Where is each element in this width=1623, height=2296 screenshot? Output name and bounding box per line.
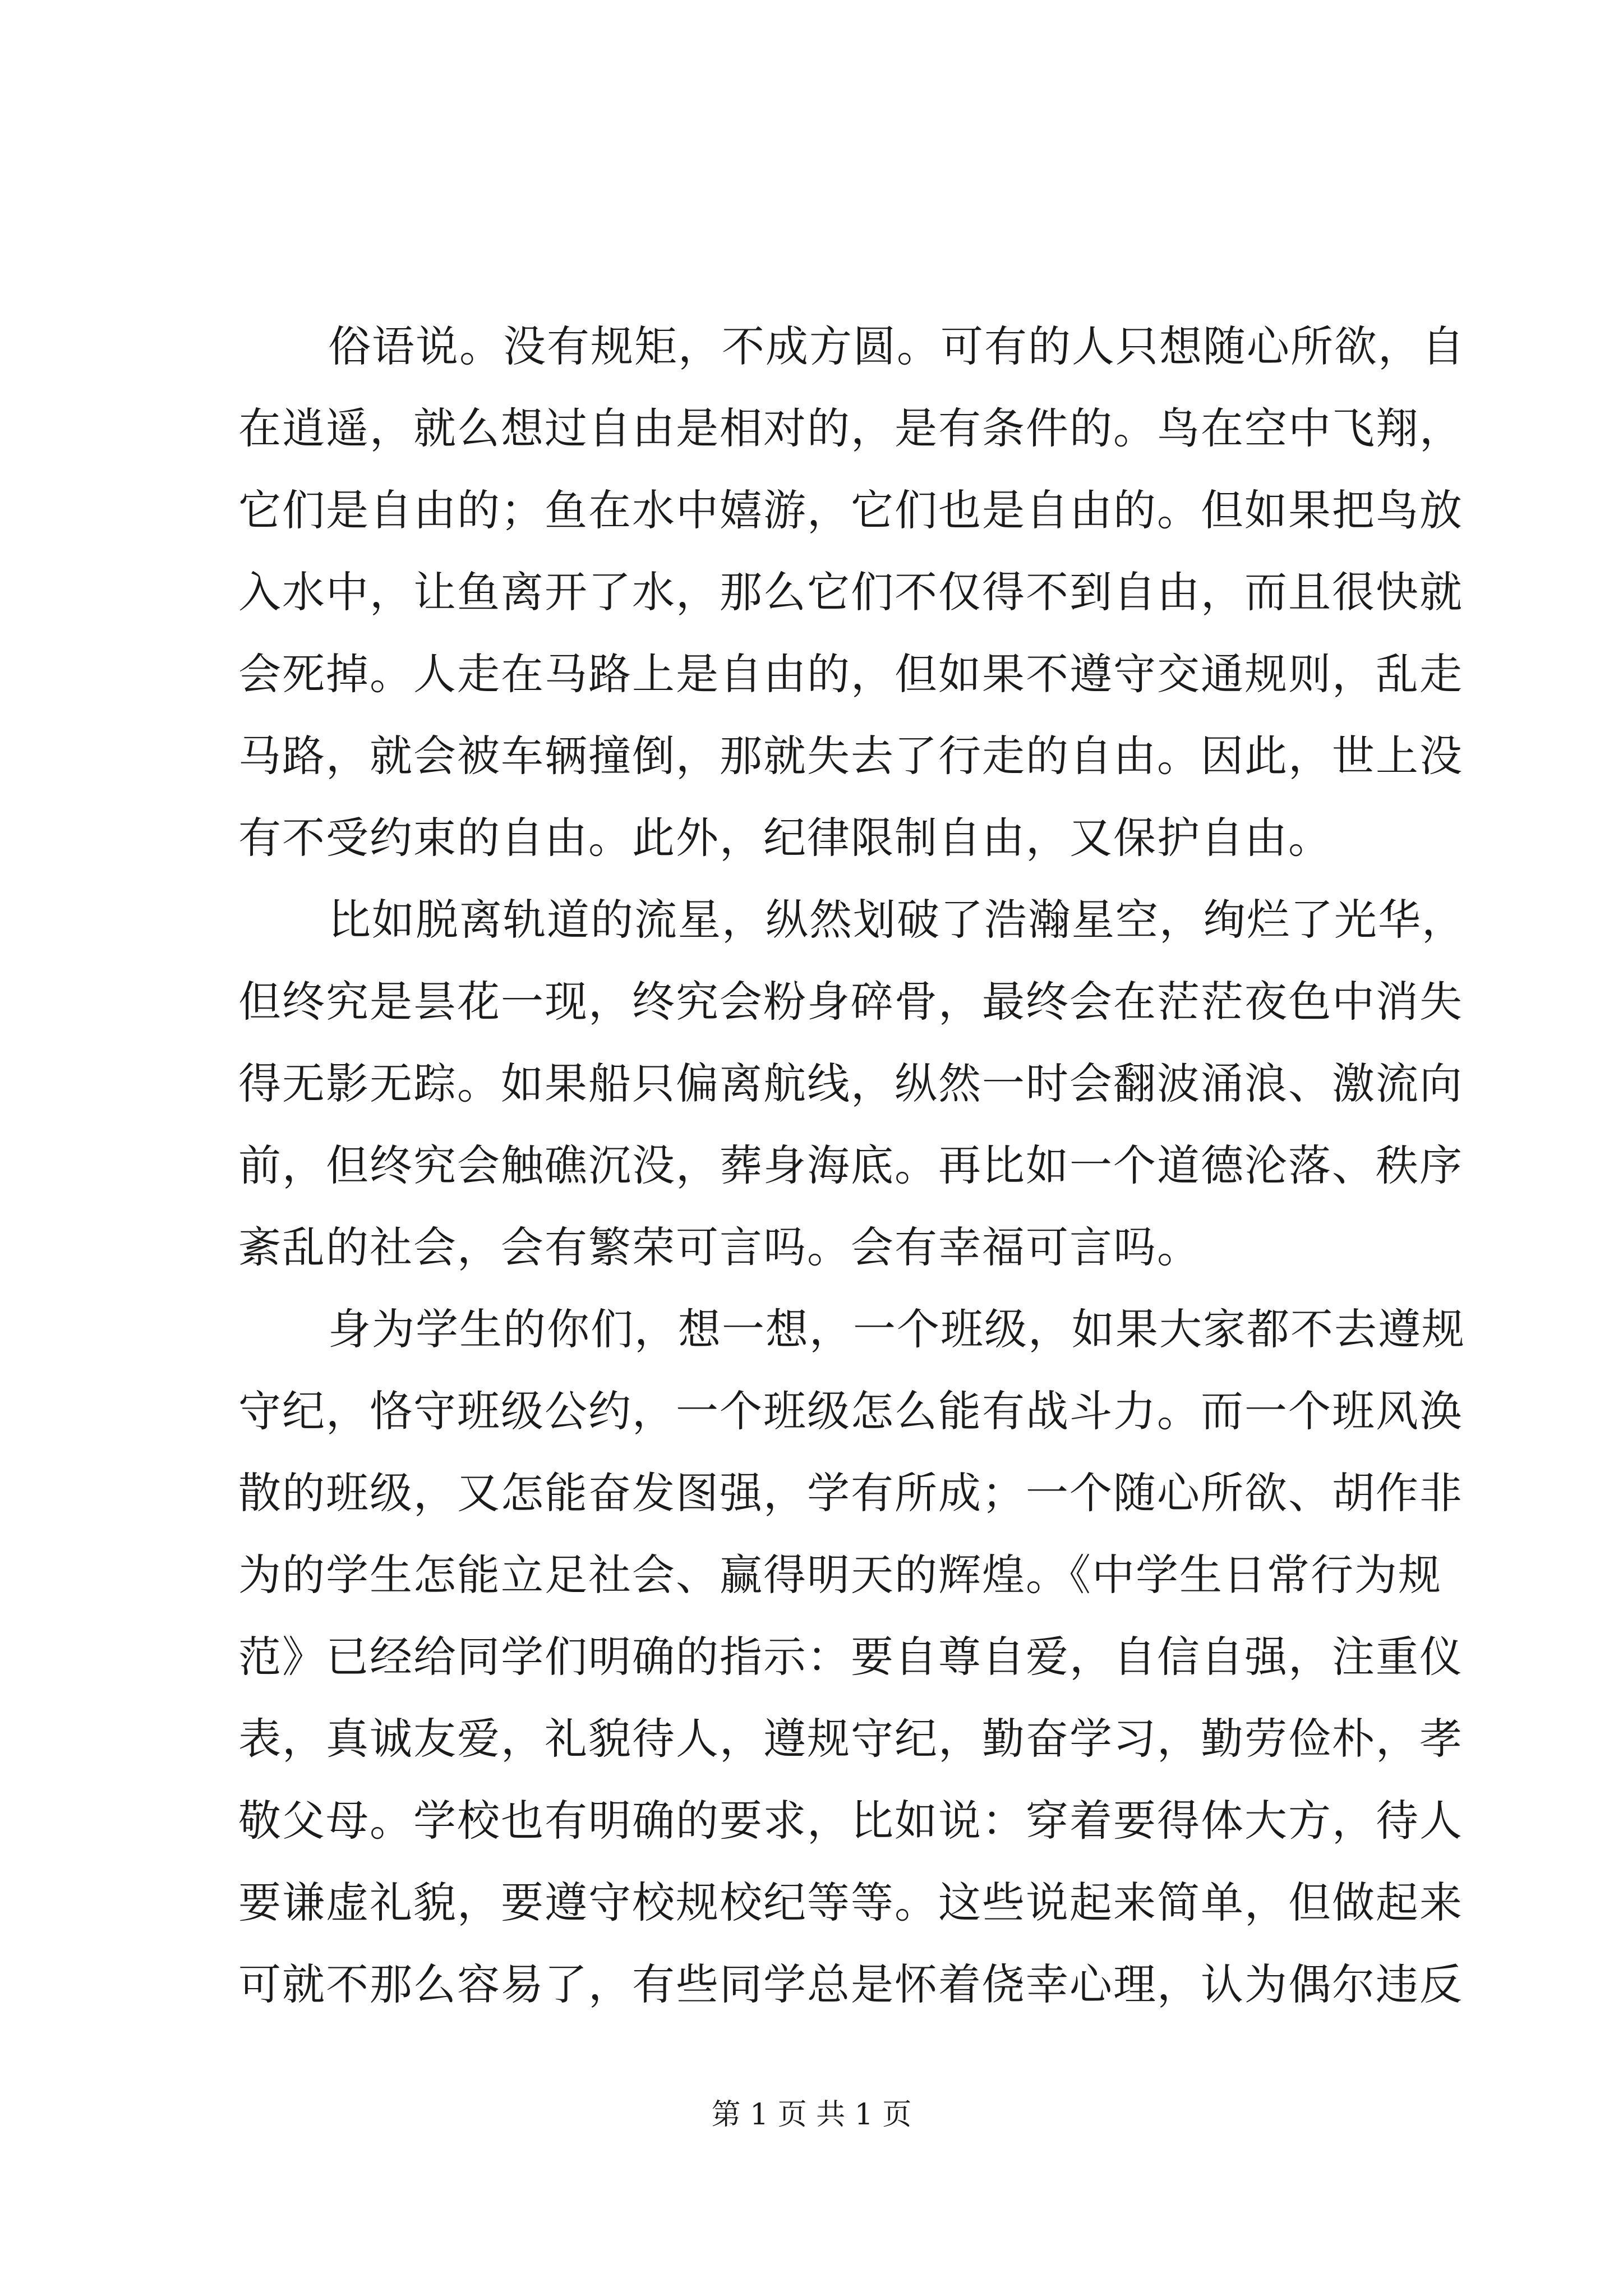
text-line: 马路，就会被车辆撞倒，那就失去了行走的自由。因此，世上没 [238, 731, 1463, 781]
text-line: 身为学生的你们，想一想，一个班级，如果大家都不去遵规 [328, 1304, 1465, 1354]
paragraph-3 [238, 1289, 1465, 2026]
text-line: 俗语说。没有规矩，不成方圆。可有的人只想随心所欲，自 [328, 321, 1465, 371]
text-line: 得无影无踪。如果船只偏离航线，纵然一时会翻波涌浪、激流向 [238, 1059, 1463, 1108]
text-line: 守纪，恪守班级公约，一个班级怎么能有战斗力。而一个班风涣 [238, 1386, 1463, 1436]
text-line: 入水中，让鱼离开了水，那么它们不仅得不到自由，而且很快就 [238, 567, 1463, 617]
text-line: 散的班级，又怎能奋发图强，学有所成；一个随心所欲、胡作非 [238, 1468, 1463, 1518]
text-line: 有不受约束的自由。此外，纪律限制自由，又保护自由。 [238, 813, 1332, 863]
text-line: 紊乱的社会，会有繁荣可言吗。会有幸福可言吗。 [238, 1222, 1201, 1272]
text-line: 表，真诚友爱，礼貌待人，遵规守纪，勤奋学习，勤劳俭朴，孝 [238, 1714, 1463, 1764]
text-line: 在逍遥，就么想过自由是相对的，是有条件的。鸟在空中飞翔， [238, 403, 1463, 453]
text-line: 但终究是昙花一现，终究会粉身碎骨，最终会在茫茫夜色中消失 [238, 977, 1463, 1027]
text-line: 要谦虚礼貌，要遵守校规校纪等等。这些说起来简单，但做起来 [238, 1878, 1463, 1927]
text-line: 范》已经给同学们明确的指示：要自尊自爱，自信自强，注重仪 [238, 1632, 1463, 1682]
text-line: 它们是自由的；鱼在水中嬉游，它们也是自由的。但如果把鸟放 [238, 485, 1463, 535]
text-line: 可就不那么容易了，有些同学总是怀着侥幸心理，认为偶尔违反 [238, 1959, 1463, 2009]
paragraph-2 [238, 879, 1465, 1289]
text-line: 为的学生怎能立足社会、赢得明天的辉煌。《中学生日常行为规 [238, 1550, 1442, 1600]
text-line: 会死掉。人走在马路上是自由的，但如果不遵守交通规则，乱走 [238, 649, 1463, 699]
text-line: 比如脱离轨道的流星，纵然划破了浩瀚星空，绚烂了光华， [328, 895, 1465, 945]
page-number-footer: 第 1 页 共 1 页 [711, 2098, 912, 2132]
text-line: 敬父母。学校也有明确的要求，比如说：穿着要得体大方，待人 [238, 1796, 1463, 1846]
document-body [238, 306, 1465, 2026]
paragraph-1 [238, 306, 1465, 879]
text-line: 前，但终究会触礁沉没，葬身海底。再比如一个道德沦落、秩序 [238, 1140, 1463, 1190]
